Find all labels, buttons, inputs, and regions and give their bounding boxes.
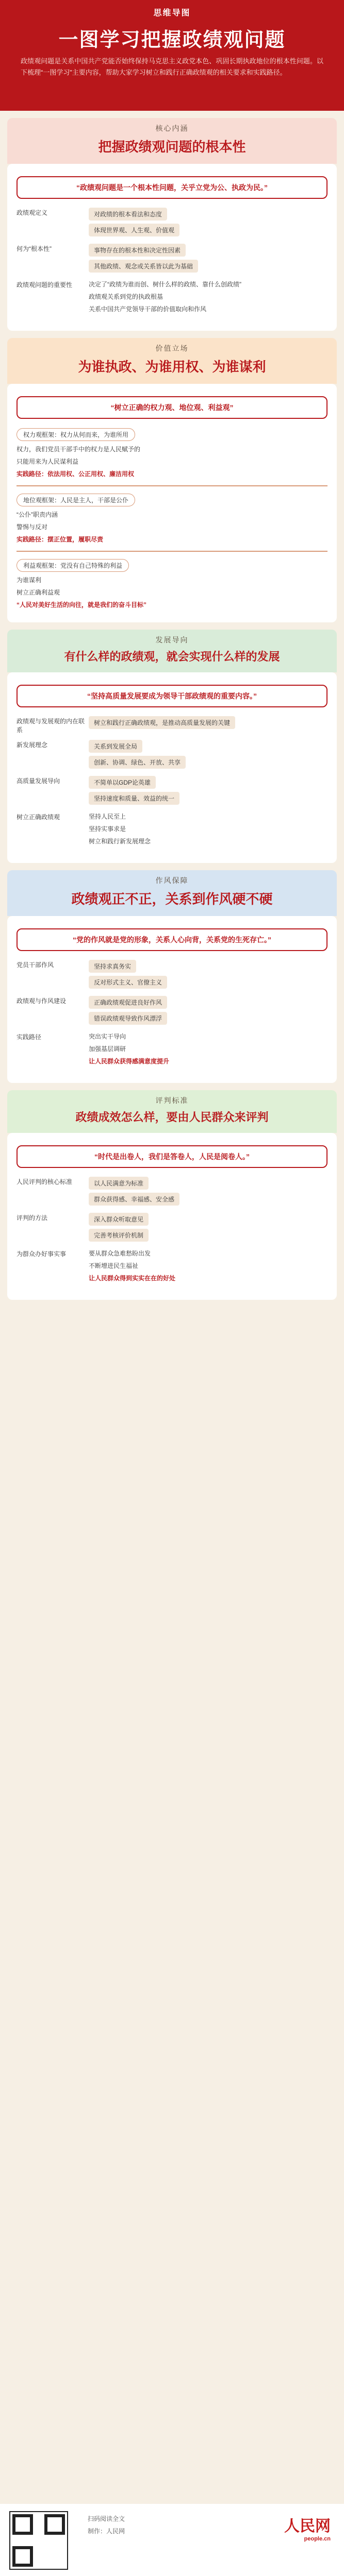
footer-scan-text: 扫码阅读全文 xyxy=(88,2515,125,2522)
s5-item: 深入群众听取意见 xyxy=(89,1213,149,1226)
s5-item: 不断增进民生福祉 xyxy=(89,1262,139,1269)
qr-code-icon[interactable] xyxy=(9,2511,68,2570)
gain-item: 为谁谋利 xyxy=(17,577,42,584)
s3-item: 创新、协调、绿色、开放、共享 xyxy=(89,756,186,769)
s3-row-label: 高质量发展导向 xyxy=(17,777,60,785)
gain-label: 利益观框架：党没有自己特殊的利益 xyxy=(17,559,129,572)
section-5-title xyxy=(7,1090,337,1133)
section-3-title xyxy=(7,630,337,672)
why-item: 其他政绩、观念或关系皆以此为基础 xyxy=(89,260,198,273)
s5-row xyxy=(17,1175,327,1207)
s3-row xyxy=(17,810,327,848)
footer-credit: 制作：人民网 xyxy=(88,2528,125,2535)
def-item: 体现世界观、人生观、价值观 xyxy=(89,224,179,236)
divider xyxy=(17,551,327,552)
section-2-kicker: 价值立场 xyxy=(155,344,189,352)
section-1-card xyxy=(7,164,337,331)
s3-item: 树立和践行正确政绩观，是推动高质量发展的关键 xyxy=(89,716,235,729)
s4-row xyxy=(17,958,327,990)
section-4-title xyxy=(7,870,337,916)
s3-row xyxy=(17,715,327,734)
status-item: “公仆”职责内涵 xyxy=(17,511,58,518)
status-label: 地位观框架：人民是主人，干部是公仆 xyxy=(17,494,135,506)
s5-row-label: 为群众办好事实事 xyxy=(17,1250,67,1258)
page-title: 一图学习把握政绩观问题 xyxy=(58,29,286,51)
section-5-heading: 政绩成效怎么样，要由人民群众来评判 xyxy=(75,1111,269,1124)
s4-item: 突出实干导向 xyxy=(89,1033,126,1040)
section-2-quote: “树立正确的权力观、地位观、利益观” xyxy=(17,396,327,419)
def-label: 政绩观定义 xyxy=(17,209,48,216)
divider xyxy=(17,485,327,486)
s5-row xyxy=(17,1211,327,1243)
s3-item: 关系到发展全局 xyxy=(89,740,142,753)
imp-label: 政绩观问题的重要性 xyxy=(17,281,73,289)
def-row xyxy=(17,206,327,238)
logo-domain: people.cn xyxy=(304,2536,331,2542)
s4-row-label: 实践路径 xyxy=(17,1033,42,1041)
s4-item: 反对形式主义、官僚主义 xyxy=(89,976,167,989)
imp-item: 政绩观关系到党的执政根基 xyxy=(89,293,163,300)
section-1-quote: “政绩观问题是一个根本性问题，关乎立党为公、执政为民。” xyxy=(17,176,327,199)
s5-row-label: 人民评判的核心标准 xyxy=(17,1178,73,1185)
s3-row xyxy=(17,774,327,806)
s3-row-label: 新发展理念 xyxy=(17,741,48,749)
section-1-title xyxy=(7,118,337,164)
status-item: 警惕与反对 xyxy=(17,523,48,531)
s3-row xyxy=(17,738,327,770)
s5-item: 以人民满意为标准 xyxy=(89,1177,149,1190)
s5-item: 让人民群众得到实实在在的好处 xyxy=(89,1275,176,1282)
gain-item: 树立正确利益观 xyxy=(17,589,60,596)
section-3-kicker: 发展导向 xyxy=(155,636,189,644)
section-3-quote: “坚持高质量发展要成为领导干部政绩观的重要内容。” xyxy=(17,685,327,707)
s5-row-label: 评判的方法 xyxy=(17,1214,48,1222)
s4-item: 坚持求真务实 xyxy=(89,960,136,973)
s4-row-label: 政绩观与作风建设 xyxy=(17,997,67,1005)
s4-row-label: 党员干部作风 xyxy=(17,961,54,969)
header-lead: 政绩观问题是关系中国共产党能否始终保持马克思主义政党本色、巩固长期执政地位的根本性问题。以下梳理“一图学习”主要内容，帮助大家学习树立和践行正确政绩观的相关要求和实践路径。 xyxy=(21,57,323,76)
s3-item: 不简单以GDP论英雄 xyxy=(89,776,156,789)
section-1-kicker: 核心内涵 xyxy=(155,124,189,132)
power-item: 只能用来为人民谋利益 xyxy=(17,458,79,465)
section-4-kicker: 作风保障 xyxy=(155,876,189,885)
section-2-title xyxy=(7,338,337,384)
s5-row xyxy=(17,1247,327,1284)
section-4-heading: 政绩观正不正，关系到作风硬不硬 xyxy=(71,892,273,907)
section-5-quote: “时代是出卷人，我们是答卷人，人民是阅卷人。” xyxy=(17,1145,327,1168)
section-1-heading: 把握政绩观问题的根本性 xyxy=(98,140,246,155)
imp-row xyxy=(17,278,327,315)
gain-item: “人民对美好生活的向往，就是我们的奋斗目标” xyxy=(17,601,147,608)
logo-text: 人民网 xyxy=(284,2518,331,2535)
section-3-card xyxy=(7,672,337,863)
section-2-heading: 为谁执政、为谁用权、为谁谋利 xyxy=(78,360,266,375)
s3-row-label: 政绩观与发展观的内在联系 xyxy=(17,718,85,734)
s5-item: 群众获得感、幸福感、安全感 xyxy=(89,1193,179,1206)
def-item: 对政绩的根本看法和态度 xyxy=(89,208,167,221)
s3-item: 坚持实事求是 xyxy=(89,825,126,833)
power-item: 权力，我们党员干部手中的权力是人民赋予的 xyxy=(17,446,141,453)
why-row xyxy=(17,242,327,274)
section-5-kicker: 评判标准 xyxy=(155,1096,189,1105)
s5-item: 要从群众急难愁盼出发 xyxy=(89,1250,151,1257)
s3-item: 树立和践行新发展理念 xyxy=(89,838,151,845)
section-5-card xyxy=(7,1133,337,1300)
s4-item: 加强基层调研 xyxy=(89,1045,126,1053)
s4-item: 错误政绩观导致作风漂浮 xyxy=(89,1012,167,1025)
why-item: 事物存在的根本性和决定性因素 xyxy=(89,244,186,257)
why-label: 何为“根本性” xyxy=(17,245,52,252)
s4-row xyxy=(17,1030,327,1067)
footer xyxy=(0,2504,344,2576)
section-4-card xyxy=(7,916,337,1083)
s3-row-label: 树立正确政绩观 xyxy=(17,814,60,821)
section-3-heading: 有什么样的政绩观，就会实现什么样的发展 xyxy=(64,650,280,663)
s3-item: 坚持人民至上 xyxy=(89,813,126,820)
imp-item: 关系中国共产党领导干部的价值取向和作风 xyxy=(89,306,207,313)
s4-item: 正确政绩观促进良好作风 xyxy=(89,996,167,1009)
s4-item: 让人民群众获得感满意度提升 xyxy=(89,1058,170,1065)
imp-item: 决定了“政绩为谁而创、树什么样的政绩、靠什么创政绩” xyxy=(89,281,241,288)
section-2-card xyxy=(7,384,337,622)
section-4-quote: “党的作风就是党的形象，关系人心向背，关系党的生死存亡。” xyxy=(17,928,327,951)
status-item: 实践路径：摆正位置，履职尽责 xyxy=(17,536,104,543)
s3-item: 坚持速度和质量、效益的统一 xyxy=(89,792,179,805)
s5-item: 完善考核评价机制 xyxy=(89,1229,149,1242)
people-logo xyxy=(284,2513,331,2542)
s4-row xyxy=(17,994,327,1026)
power-label: 权力观框架：权力从何而来，为谁所用 xyxy=(17,428,135,441)
power-item: 实践路径：依法用权、公正用权、廉洁用权 xyxy=(17,470,135,478)
header-tag: 思维导图 xyxy=(153,9,191,18)
header xyxy=(0,0,344,111)
